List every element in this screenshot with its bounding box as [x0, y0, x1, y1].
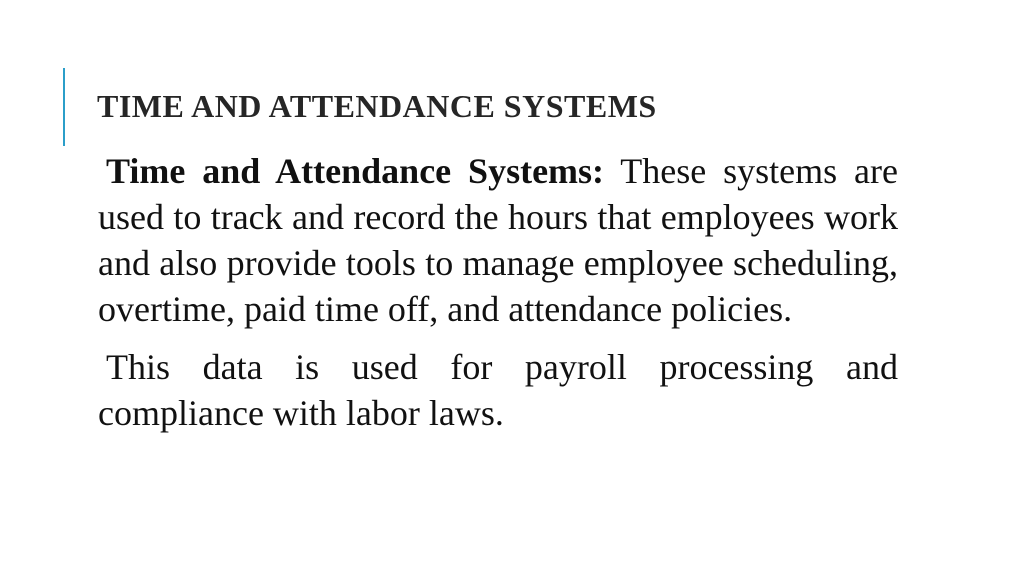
paragraph-definition — [98, 148, 898, 332]
slide-title: TIME AND ATTENDANCE SYSTEMS — [97, 88, 657, 124]
paragraph-usage-text: This data is used for payroll processing and compliance with labor laws. — [98, 347, 898, 433]
paragraph-usage — [98, 344, 898, 436]
paragraph-definition-text: These systems are used to track and record the hours that employees work and also provide tools to manage employee scheduling, overtime, paid time off, and attendance policies. — [98, 151, 898, 329]
slide-body — [98, 148, 898, 436]
title-accent-bar — [63, 68, 65, 146]
paragraph-lead-term: Time and Attendance Systems: — [106, 151, 605, 191]
